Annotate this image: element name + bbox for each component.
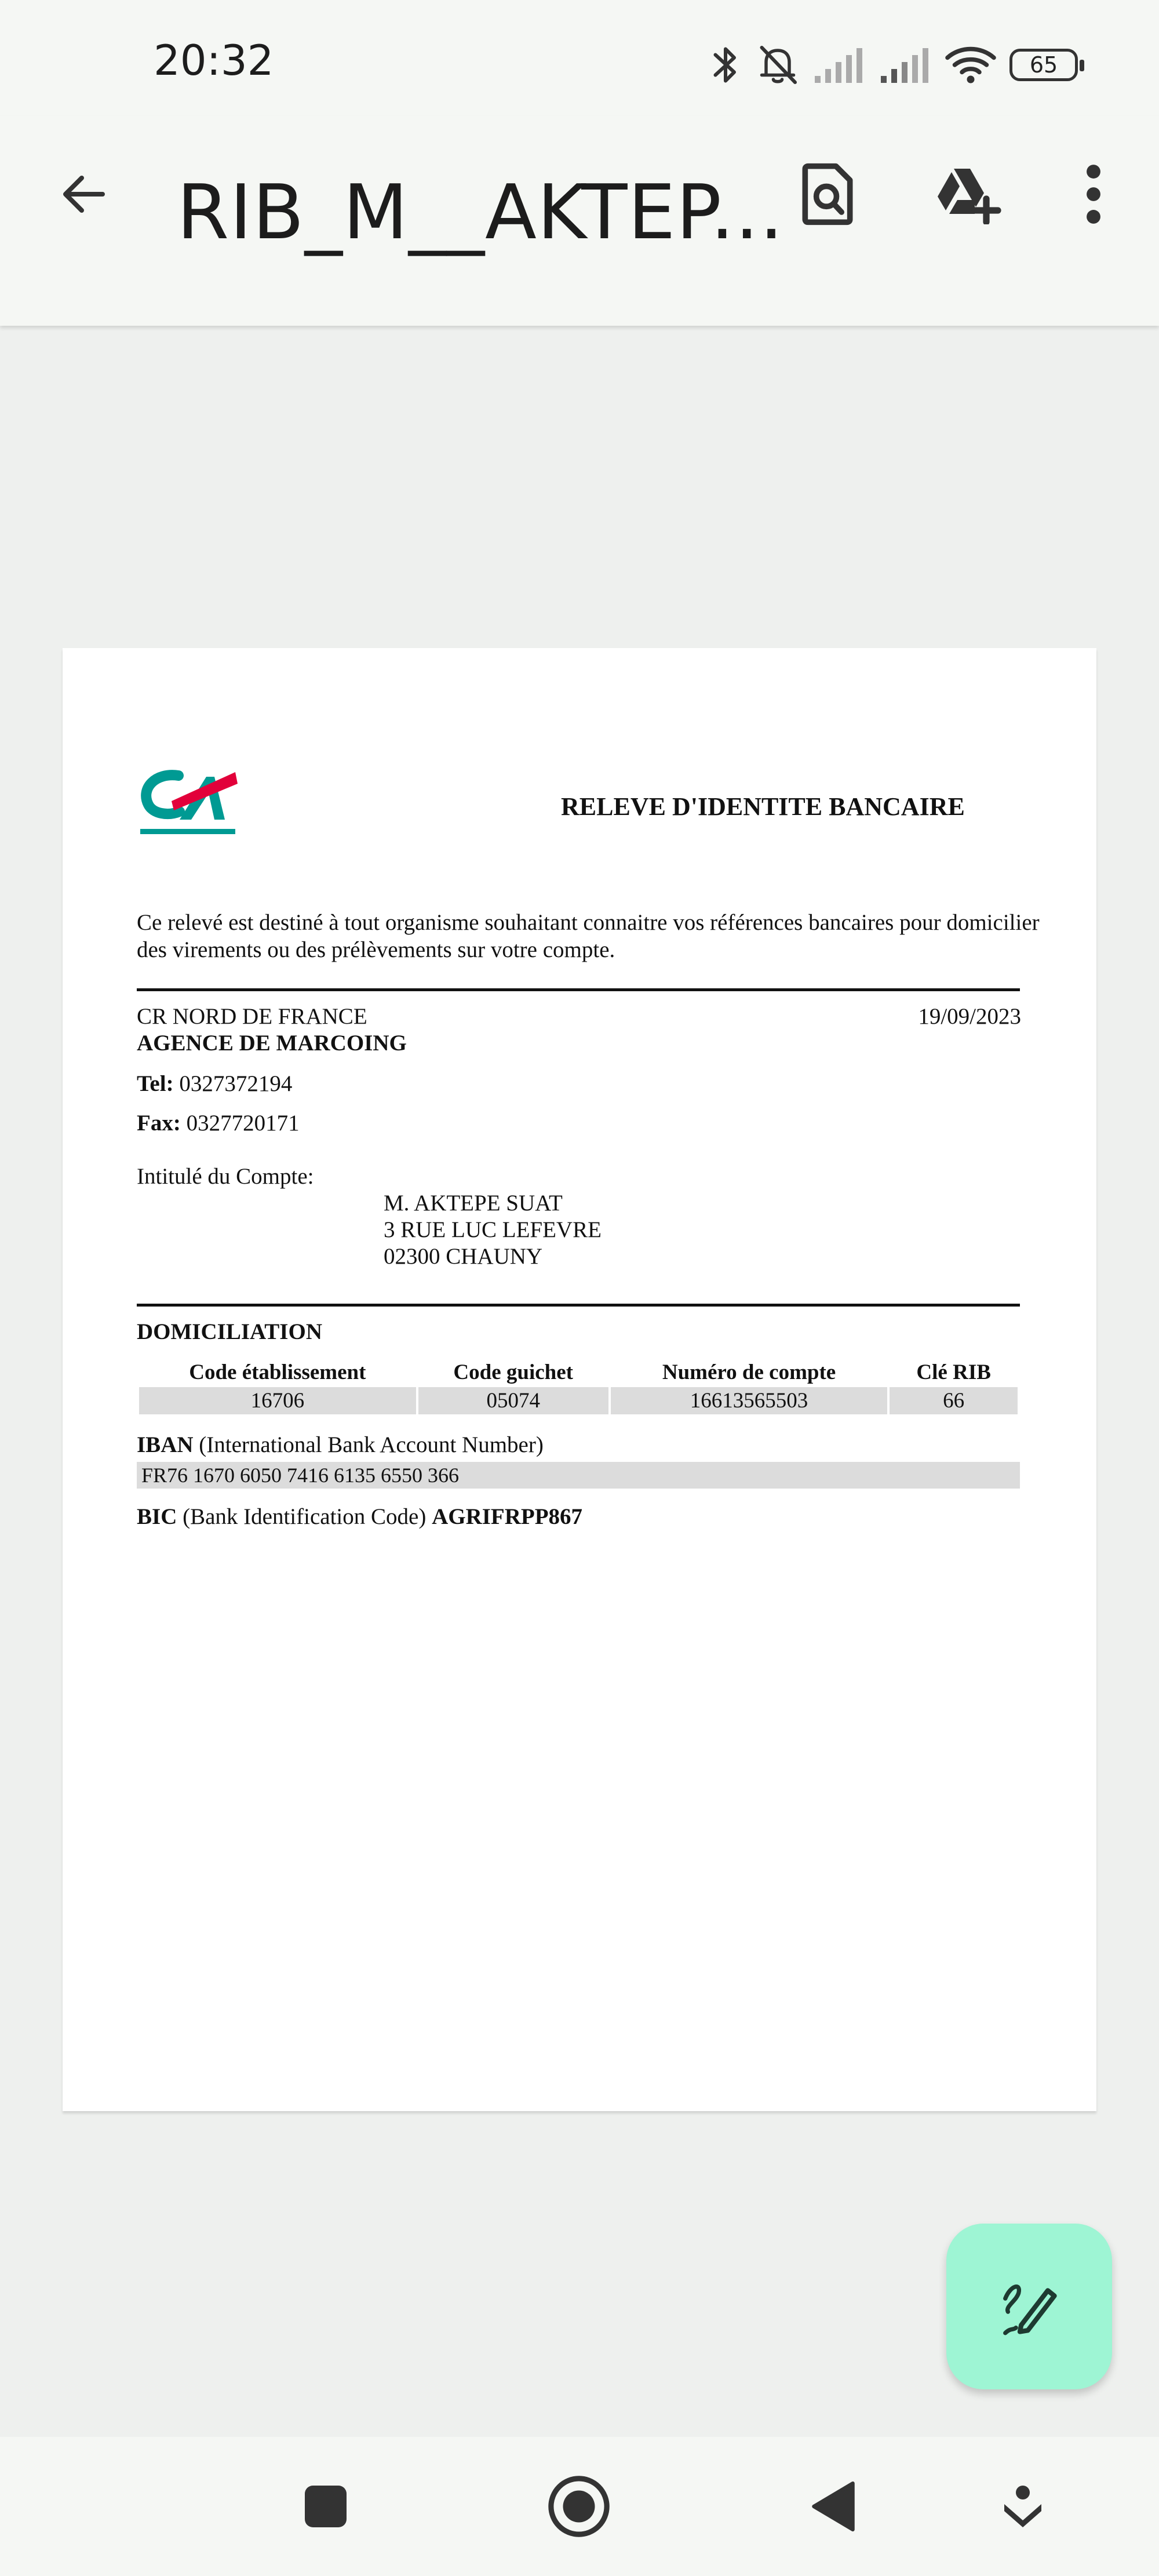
iban-description: (International Bank Account Number) [199,1432,544,1457]
edit-sign-icon [997,2275,1061,2338]
holder-name: M. AKTEPE SUAT [384,1191,563,1216]
document-heading: RELEVE D'IDENTITE BANCAIRE [561,792,965,821]
drive-add-icon [933,164,1003,224]
tel-value: 0327372194 [179,1071,293,1096]
table-header-row [139,1360,1018,1387]
agency-name: AGENCE DE MARCOING [137,1031,407,1056]
bic-value: AGRIFRPP867 [432,1504,583,1529]
find-in-document-button[interactable] [790,157,865,232]
fax-value: 0327720171 [186,1111,300,1136]
signal-icon [812,45,866,85]
holder-city: 02300 CHAUNY [384,1244,543,1269]
iban-value: FR76 1670 6050 7416 6135 6550 366 [141,1464,460,1487]
status-bar [0,0,1159,116]
more-options-button[interactable] [1056,157,1131,232]
more-vert-icon [1082,162,1105,226]
iban-box [137,1462,1020,1489]
status-icons [708,36,1078,94]
bluetooth-icon [708,42,743,88]
domiciliation-label: DOMICILIATION [137,1319,322,1344]
bell-off-icon [756,42,800,88]
intro-text: Ce relevé est destiné à tout organisme souhaitant connaitre vos références bancaires pour domicilier des virements ou des prélèvements sur votre compte. [137,910,1040,962]
account-title-label: Intitulé du Compte: [137,1164,314,1189]
tel-row [137,1071,292,1097]
home-button[interactable] [541,2469,617,2544]
bank-codes-table [137,1360,1020,1414]
back-arrow-icon [56,166,112,222]
divider [137,988,1020,991]
code-guichet: 05074 [418,1387,608,1414]
recents-button[interactable] [288,2469,363,2544]
cle-rib: 66 [890,1387,1018,1414]
document-page[interactable] [63,648,1096,2111]
divider [137,1304,1020,1307]
document-date: 19/09/2023 [918,1004,1021,1029]
bic-label: BIC [137,1504,177,1529]
bic-description: (Bank Identification Code) [183,1504,427,1529]
app-toolbar [0,116,1159,326]
code-etablissement: 16706 [139,1387,416,1414]
wifi-icon [945,45,997,85]
bank-name: CR NORD DE FRANCE [137,1004,367,1029]
back-nav-button[interactable] [796,2469,871,2544]
recents-icon [302,2483,349,2530]
back-button[interactable] [52,162,116,226]
back-icon [809,2479,858,2534]
edit-fill-sign-button[interactable] [946,2224,1112,2389]
numero-compte: 16613565503 [611,1387,888,1414]
signal-icon [879,45,932,85]
iban-row [137,1432,544,1458]
notification-pull-icon [1000,2483,1046,2530]
home-icon [547,2475,611,2538]
status-time: 20:32 [154,36,274,85]
document-search-icon [799,161,857,228]
add-to-drive-button[interactable] [930,157,1005,232]
table-header: Code guichet [453,1360,573,1384]
iban-label: IBAN [137,1432,194,1457]
fax-label: Fax: [137,1111,181,1136]
document-title: RIB_M__AKTEP... [177,168,784,256]
bic-row [137,1504,582,1530]
tel-label: Tel: [137,1071,174,1096]
battery-icon: 65 [1009,49,1078,81]
credit-agricole-logo [138,764,242,837]
table-row [139,1387,1018,1414]
notification-pull-button[interactable] [985,2469,1060,2544]
table-header: Code établissement [189,1360,366,1384]
table-header: Clé RIB [916,1360,991,1384]
table-header: Numéro de compte [662,1360,836,1384]
holder-street: 3 RUE LUC LEFEVRE [384,1217,602,1242]
fax-row [137,1110,300,1136]
system-nav-bar [0,2437,1159,2576]
